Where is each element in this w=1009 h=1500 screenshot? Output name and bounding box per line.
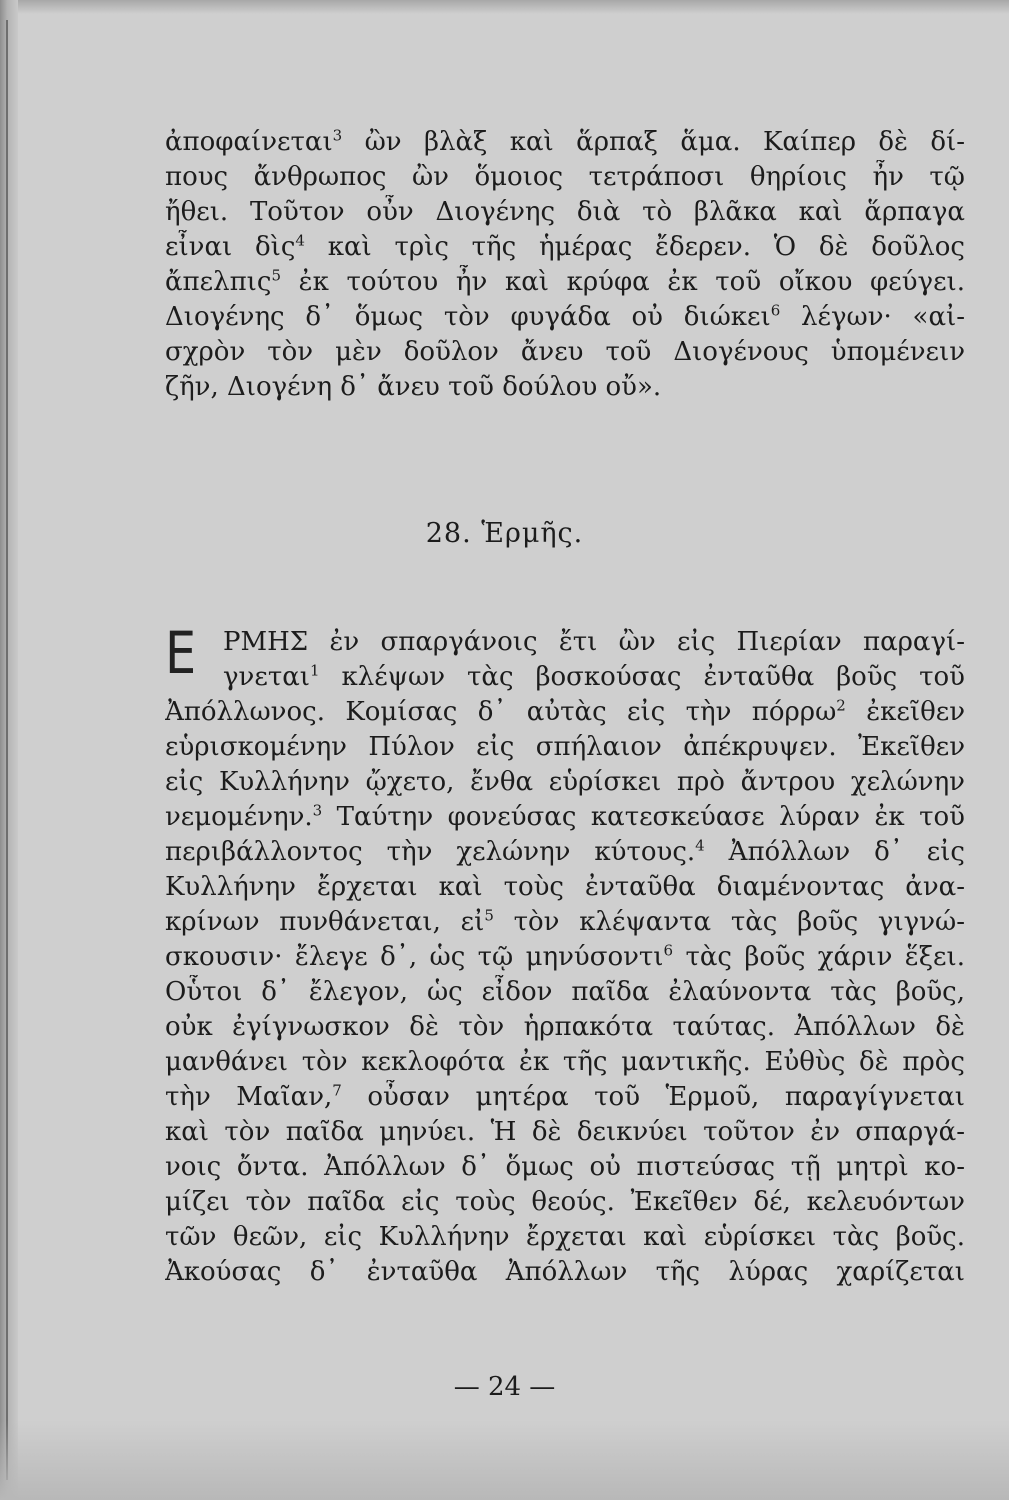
text-segment: ὢν βλὰξ καὶ ἅρπαξ ἅμα. Καίπερ δὲ δί- (342, 127, 965, 157)
text-segment: καὶ τὸν παῖδα μηνύει. Ἡ δὲ δεικνύει τοῦτον ἐν σπαργά- (165, 1117, 965, 1147)
text-segment: ἤθει. Τοῦτον οὖν Διογένης διὰ τὸ βλᾶκα καὶ ἅρπαγα (165, 197, 965, 227)
text-segment: ἄπελπις (165, 267, 272, 297)
page-top-shadow (0, 0, 1009, 14)
footnote-marker: 6 (770, 301, 781, 320)
text-segment: κρίνων πυνθάνεται, εἰ (165, 907, 485, 937)
footnote-marker: 1 (309, 661, 320, 680)
text-segment: Ταύτην φονεύσας κατεσκεύασε λύραν ἐκ τοῦ (322, 802, 965, 832)
page-binding-edge (0, 0, 18, 1500)
footnote-marker: 3 (312, 801, 323, 820)
text-segment: κλέψων τὰς βοσκούσας ἐνταῦθα βοῦς τοῦ (319, 662, 965, 692)
drop-cap: E (165, 619, 197, 687)
text-line (165, 1185, 965, 1220)
text-segment: Κυλλήνην ἔρχεται καὶ τοὺς ἐνταῦθα διαμένοντας ἀνα- (165, 872, 965, 902)
text-line (165, 1115, 965, 1150)
text-segment: Ἀπόλλων δ᾿ εἰς (704, 837, 965, 867)
text-segment: τῶν θεῶν, εἰς Κυλλήνην ἔρχεται καὶ εὑρίσκει τὰς βοῦς. (165, 1222, 965, 1252)
text-segment: Οὗτοι δ᾿ ἔλεγον, ὡς εἶδον παῖδα ἐλαύνοντα τὰς βοῦς, (165, 977, 965, 1007)
text-line (165, 230, 965, 265)
footnote-marker: 6 (663, 941, 674, 960)
text-line (165, 335, 965, 370)
text-segment: περιβάλλοντος τὴν χελώνην κύτους. (165, 837, 696, 867)
text-line (165, 660, 965, 695)
text-segment: ΡΜΗΣ ἐν σπαργάνοις ἔτι ὢν εἰς Πιερίαν παραγί- (223, 627, 965, 657)
footnote-marker: 4 (295, 231, 305, 250)
text-segment: ζῆν, Διογένη δ᾿ ἄνευ τοῦ δούλου οὔ». (165, 372, 662, 402)
text-line (165, 1010, 965, 1045)
text-segment: Ἀπόλλωνος. Κομίσας δ᾿ αὐτὰς εἰς τὴν πόρρω (165, 697, 837, 727)
text-segment: ἐκεῖθεν (845, 697, 965, 727)
text-segment: τὰς βοῦς χάριν ἕξει. (673, 942, 965, 972)
text-segment: καὶ τρὶς τῆς ἡμέρας ἔδερεν. Ὁ δὲ δοῦλος (304, 232, 965, 262)
text-segment: οὐκ ἐγίγνωσκον δὲ τὸν ἡρπακότα ταύτας. Ἀπόλλων δὲ (165, 1012, 965, 1042)
text-segment: πους ἄνθρωπος ὢν ὅμοιος τετράποσι θηρίοις ἦν τῷ (165, 162, 965, 192)
text-line (165, 765, 965, 800)
text-line (165, 160, 965, 195)
text-line (165, 800, 965, 835)
footnote-marker: 5 (484, 906, 494, 925)
text-line (165, 195, 965, 230)
text-line (165, 940, 965, 975)
text-line (165, 300, 965, 335)
footnote-marker: 7 (332, 1081, 342, 1100)
text-segment: ἐκ τούτου ἦν καὶ κρύφα ἐκ τοῦ οἴκου φεύγει. (280, 267, 965, 297)
paragraph-hermes (165, 619, 965, 1290)
text-segment: τὸν κλέψαντα τὰς βοῦς γιγνώ- (493, 907, 965, 937)
footnote-marker: 3 (332, 126, 343, 145)
text-line (165, 975, 965, 1010)
footnote-marker: 5 (271, 266, 281, 285)
text-line (165, 370, 965, 405)
text-segment: νεμομένην. (165, 802, 313, 832)
text-segment: ἀποφαίνεται (165, 127, 333, 157)
text-line (165, 125, 965, 160)
text-segment: μανθάνει τὸν κεκλοφότα ἐκ τῆς μαντικῆς. Εὐθὺς δὲ πρὸς (165, 1047, 965, 1077)
text-segment: εἰς Κυλλήνην ᾤχετο, ἔνθα εὑρίσκει πρὸ ἄντρου χελώνην (165, 767, 965, 797)
paragraph-diogenes (165, 125, 965, 405)
page-number: — 24 — (453, 1372, 556, 1402)
text-line (165, 730, 965, 765)
text-segment: εἶναι δὶς (165, 232, 296, 262)
text-line (165, 1045, 965, 1080)
text-line (165, 905, 965, 940)
section-heading: 28. Ἑρμῆς. (425, 518, 584, 549)
text-line (165, 625, 965, 660)
text-segment: Ἀκούσας δ᾿ ἐνταῦθα Ἀπόλλων τῆς λύρας χαρίζεται (165, 1257, 965, 1287)
text-line (165, 1255, 965, 1290)
page-bottom-shadow (0, 1420, 1009, 1500)
text-line (165, 835, 965, 870)
binding-line (6, 20, 8, 1480)
text-segment: γνεται (223, 662, 310, 692)
text-segment: σχρὸν τὸν μὲν δοῦλον ἄνευ τοῦ Διογένους ὑπομένειν (165, 337, 965, 367)
text-segment: νοις ὄντα. Ἀπόλλων δ᾿ ὅμως οὐ πιστεύσας τῇ μητρὶ κο- (165, 1152, 965, 1182)
text-line (165, 1220, 965, 1255)
text-line (165, 1150, 965, 1185)
text-segment: λέγων· «αἰ- (780, 302, 965, 332)
text-segment: σκουσιν· ἔλεγε δ᾿, ὡς τῷ μηνύσοντι (165, 942, 664, 972)
text-line (165, 1080, 965, 1115)
text-line (165, 265, 965, 300)
text-segment: Διογένης δ᾿ ὅμως τὸν φυγάδα οὐ διώκει (165, 302, 771, 332)
text-segment: εὑρισκομένην Πύλον εἰς σπήλαιον ἀπέκρυψεν. Ἐκεῖθεν (165, 732, 965, 762)
text-segment: οὖσαν μητέρα τοῦ Ἑρμοῦ, παραγίγνεται (341, 1082, 965, 1112)
text-line (165, 870, 965, 905)
text-segment: μίζει τὸν παῖδα εἰς τοὺς θεούς. Ἐκεῖθεν δέ, κελευόντων (165, 1187, 965, 1217)
text-line (165, 695, 965, 730)
text-segment: τὴν Μαῖαν, (165, 1082, 333, 1112)
footnote-marker: 4 (695, 836, 705, 855)
footnote-marker: 2 (836, 696, 846, 715)
